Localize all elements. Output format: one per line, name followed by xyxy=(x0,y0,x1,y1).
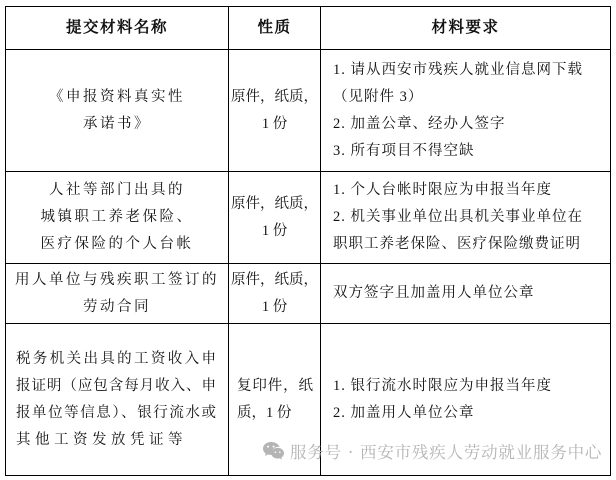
text-line: 1 份 xyxy=(261,115,288,132)
text-line: 城镇职工养老保险、 xyxy=(40,209,194,225)
header-type: 性质 xyxy=(229,7,321,50)
cell-type xyxy=(229,50,321,172)
text-line: 1. 个人台帐时限应为申报当年度 xyxy=(333,182,552,198)
text-line: 劳动合同 xyxy=(83,298,151,315)
cell-material-name xyxy=(6,264,229,324)
text-line: 1 份 xyxy=(261,298,288,315)
cell-requirements xyxy=(321,264,611,324)
watermark xyxy=(262,440,602,462)
table-row xyxy=(6,172,611,264)
cell-type xyxy=(229,264,321,324)
cell-type xyxy=(229,172,321,264)
text-line: 1. 银行流水时限应为申报当年度 xyxy=(333,377,552,394)
cell-material-name xyxy=(6,172,229,264)
table-row xyxy=(6,264,611,324)
text-line: 双方签字且加盖用人单位公章 xyxy=(333,285,535,301)
table-row xyxy=(6,50,611,172)
text-line: 其他工资发放凭证等 xyxy=(16,431,187,448)
text-line: 原件，纸质， xyxy=(231,88,318,105)
text-line: 2. 加盖用人单位公章 xyxy=(333,404,475,421)
text-line: 3. 所有项目不得空缺 xyxy=(333,142,475,159)
wechat-icon xyxy=(262,441,285,461)
text-line: 2. 加盖公章、经办人签字 xyxy=(333,115,506,132)
watermark-text: 服务号 · 西安市残疾人劳动就业服务中心 xyxy=(290,443,603,462)
text-line: 1. 请从西安市残疾人就业信息网下载 xyxy=(333,61,583,78)
text-line: 用人单位与残疾职工签订的 xyxy=(15,271,219,288)
text-line: 承诺书》 xyxy=(83,115,151,132)
text-line: 《申报资料真实性 xyxy=(49,88,185,105)
table-header-row xyxy=(6,7,611,50)
text-line: 质，1 份 xyxy=(237,404,292,421)
text-line: 人社等部门出具的 xyxy=(49,182,185,198)
text-line: 税务机关出具的工资收入申 xyxy=(16,350,216,367)
materials-table xyxy=(5,6,611,476)
text-line: 原件，纸质， xyxy=(231,271,318,288)
text-line: 2. 机关事业单位出具机关事业单位在 xyxy=(333,209,583,225)
cell-requirements xyxy=(321,172,611,264)
cell-requirements xyxy=(321,50,611,172)
text-line: 医疗保险的个人台帐 xyxy=(40,236,194,252)
text-line: 职职工养老保险、医疗保险缴费证明 xyxy=(333,236,581,252)
text-line: 报单位等信息）、银行流水或 xyxy=(16,404,216,421)
cell-material-name xyxy=(6,50,229,172)
header-material-name: 提交材料名称 xyxy=(6,7,229,50)
text-line: 报证明（应包含每月收入、申 xyxy=(16,377,216,394)
cell-material-name xyxy=(6,324,229,476)
text-line: 原件，纸质， xyxy=(231,195,318,212)
text-line: （见附件 3） xyxy=(333,88,424,105)
text-line: 1 份 xyxy=(261,222,288,239)
text-line: 复印件，纸 xyxy=(237,377,313,394)
header-requirements: 材料要求 xyxy=(321,7,611,50)
